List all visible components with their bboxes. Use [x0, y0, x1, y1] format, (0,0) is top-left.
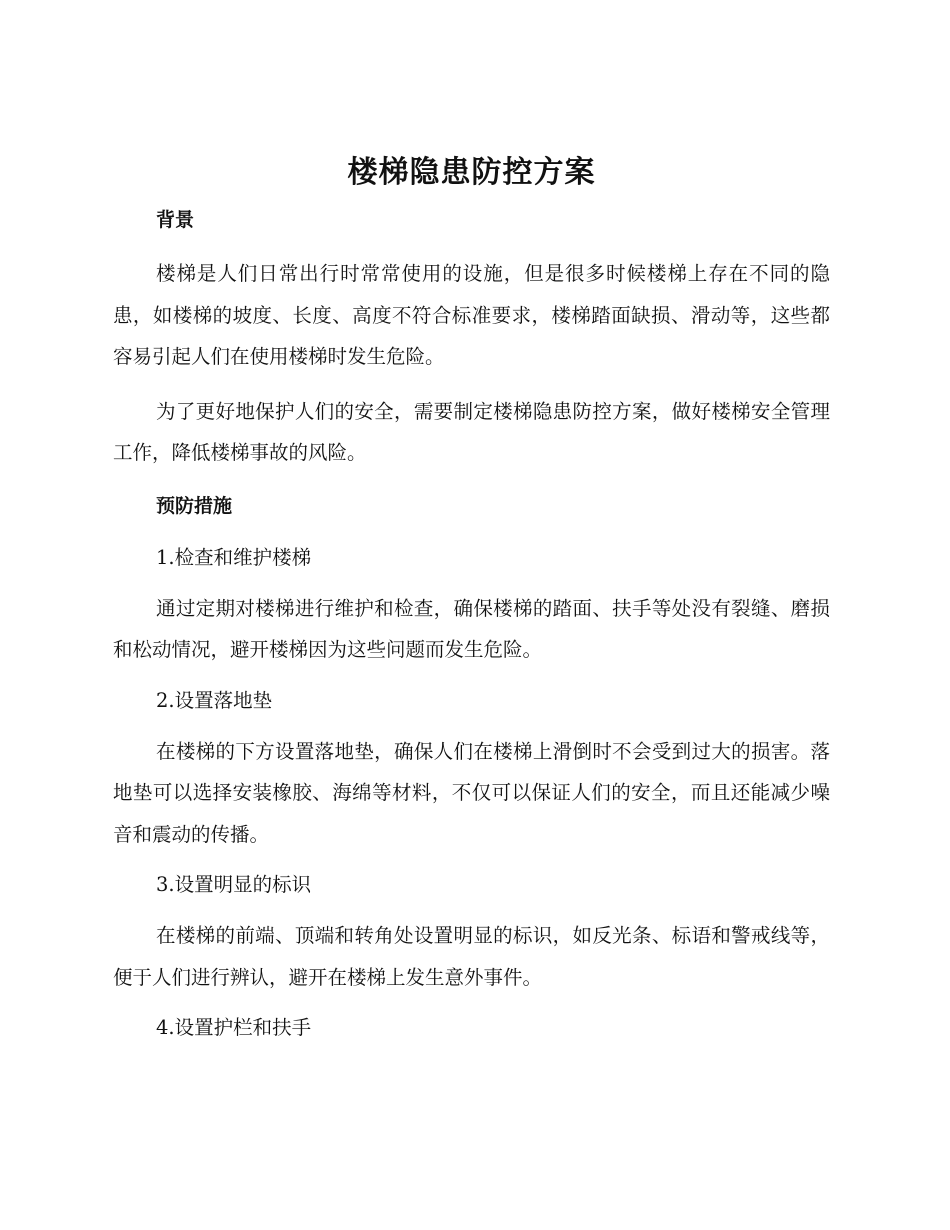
measure-title-1: 1.检查和维护楼梯	[156, 545, 312, 569]
measure-title-4: 4.设置护栏和扶手	[156, 1016, 312, 1039]
measure-body-1: 通过定期对楼梯进行维护和检查，确保楼梯的踏面、扶手等处没有裂缝、磨损和松动情况，避开楼梯因为这些问题而发生危险。	[113, 596, 830, 661]
measure-title-2: 2.设置落地垫	[156, 688, 273, 712]
section-heading-background: 背景	[156, 209, 195, 231]
background-paragraph-2: 为了更好地保护人们的安全，需要制定楼梯隐患防控方案，做好楼梯安全管理工作，降低楼梯事故的风险。	[113, 399, 830, 464]
measure-body-3: 在楼梯的前端、顶端和转角处设置明显的标识，如反光条、标语和警戒线等，便于人们进行辨认，避开在楼梯上发生意外事件。	[113, 924, 830, 989]
document-title: 楼梯隐患防控方案	[347, 155, 596, 190]
section-heading-prevention: 预防措施	[156, 494, 233, 517]
background-paragraph-1: 楼梯是人们日常出行时常常使用的设施，但是很多时候楼梯上存在不同的隐患，如楼梯的坡度、长度、高度不符合标准要求，楼梯踏面缺损、滑动等，这些都容易引起人们在使用楼梯时发生危险。	[113, 262, 830, 368]
measure-title-3: 3.设置明显的标识	[156, 873, 312, 896]
measure-body-2: 在楼梯的下方设置落地垫，确保人们在楼梯上滑倒时不会受到过大的损害。落地垫可以选择安装橡胶、海绵等材料，不仅可以保证人们的安全，而且还能减少噪音和震动的传播。	[113, 739, 830, 846]
